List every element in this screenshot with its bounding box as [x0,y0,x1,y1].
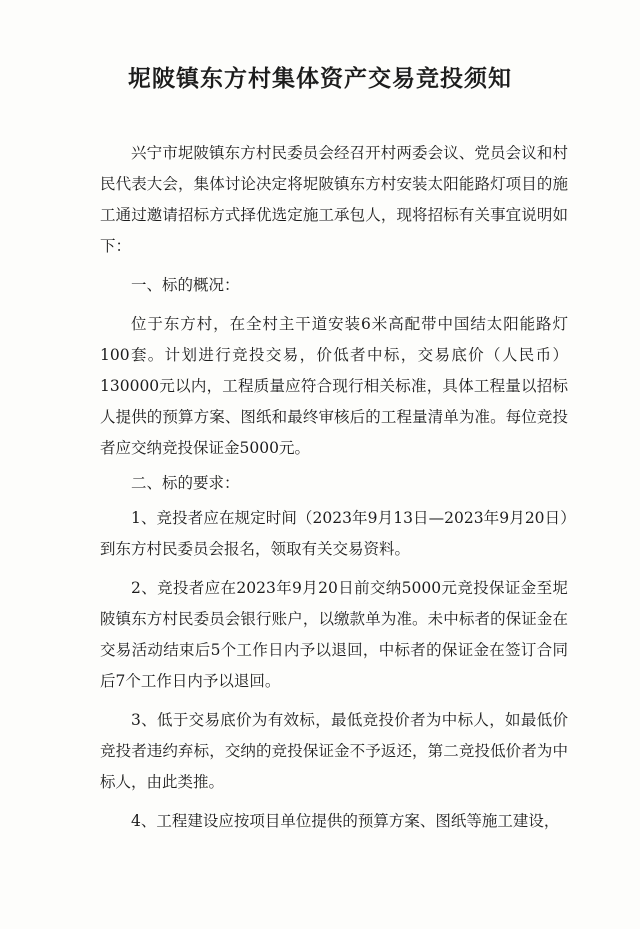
document-body [100,138,568,837]
requirement-item-4: 4、工程建设应按项目单位提供的预算方案、图纸等施工建设， [131,812,560,830]
requirement-item-3: 3、低于交易底价为有效标，最低竞投价者为中标人，如最低价竞投者违约弃标，交纳的竞投保证金不予返还，第二竞投低价者为中标人，由此类推。 [100,711,568,791]
intro-paragraph: 兴宁市坭陂镇东方村民委员会经召开村两委会议、党员会议和村民代表大会，集体讨论决定将坭陂镇东方村安装太阳能路灯项目的施工通过邀请招标方式择优选定施工承包人，现将招标有关事宜说明如下： [100,144,568,255]
document-title: 坭陂镇东方村集体资产交易竞投须知 [128,66,512,92]
section-heading-overview: 一、标的概况： [131,276,240,294]
section-heading-requirements: 二、标的要求： [131,474,240,492]
requirement-item-1: 1、竞投者应在规定时间（2023年9月13日—2023年9月20日）到东方村民委员会报名，领取有关交易资料。 [100,509,568,558]
requirement-item-2: 2、竞投者应在2023年9月20日前交纳5000元竞投保证金至坭陂镇东方村民委员会银行账户，以缴款单为准。未中标者的保证金在交易活动结束后5个工作日内予以退回，中标者的保证金在签订合同后7个工作日内予以退回。 [100,579,568,690]
overview-paragraph: 位于东方村，在全村主干道安装6米高配带中国结太阳能路灯100套。计划进行竞投交易，价低者中标，交易底价（人民币）130000元以内，工程质量应符合现行相关标准，具体工程量以招标人提供的预算方案、图纸和最终审核后的工程量清单为准。每位竞投者应交纳竞投保证金5000元。 [100,315,568,457]
